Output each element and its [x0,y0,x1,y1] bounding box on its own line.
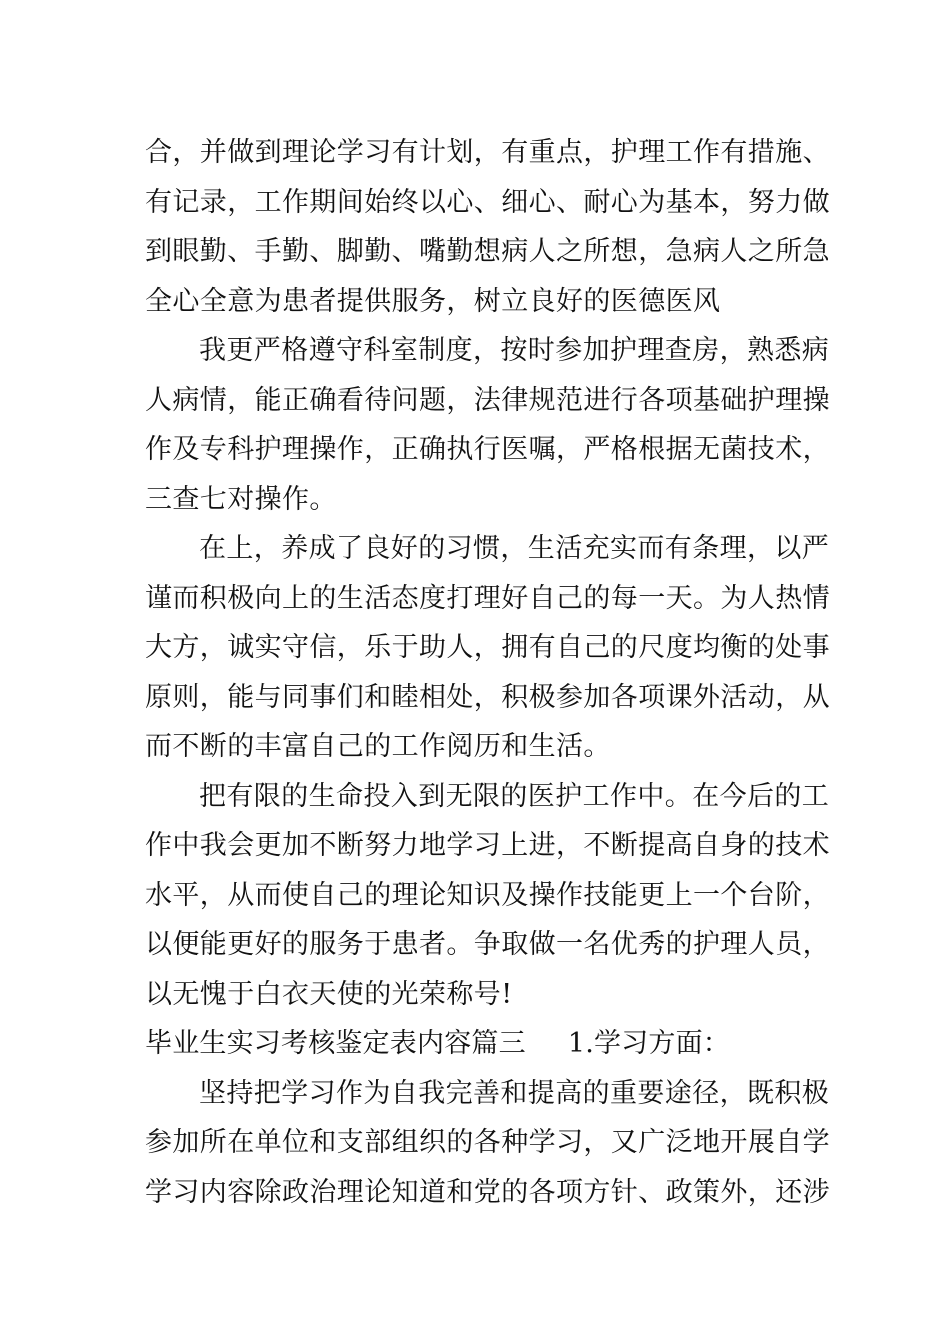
document-body [145,128,830,1217]
text-line: 人病情，能正确看待问题，法律规范进行各项基础护理操 [145,384,830,416]
section-heading [145,1019,810,1069]
text-line: 以便能更好的服务于患者。争取做一名优秀的护理人员， [145,929,830,960]
text-line: 水平，从而使自己的理论知识及操作技能更上一个台阶， [145,879,830,911]
text-line: 合，并做到理论学习有计划，有重点，护理工作有措施、 [145,137,830,168]
text-line: 到眼勤、手勤、脚勤、嘴勤想病人之所想，急病人之所急 [145,236,830,267]
section-subheading: 1.学习方面： [567,1028,730,1059]
text-line: 坚持把学习作为自我完善和提高的重要途径，既积极 [199,1077,830,1109]
paragraph-4 [145,772,830,1020]
paragraph-3 [145,524,830,772]
text-line: 三查七对操作。 [145,483,337,515]
section-title: 毕业生实习考核鉴定表内容篇三 [145,1028,526,1059]
text-line: 参加所在单位和支部组织的各种学习，又广泛地开展自学 [145,1127,830,1158]
paragraph-2 [145,326,830,524]
text-line: 我更严格遵守科室制度，按时参加护理查房，熟悉病 [199,335,830,366]
text-line: 谨而积极向上的生活态度打理好自己的每一天。为人热情 [145,582,830,614]
text-line: 原则，能与同事们和睦相处，积极参加各项课外活动，从 [145,681,830,713]
text-line: 以无愧于白衣天使的光荣称号! [145,978,513,1010]
text-line: 全心全意为患者提供服务，树立良好的医德医风 [145,285,721,317]
text-line: 学习内容除政治理论知道和党的各项方针、政策外，还涉 [145,1176,830,1208]
text-line: 大方，诚实守信，乐于助人，拥有自己的尺度均衡的处事 [145,632,830,663]
text-line: 把有限的生命投入到无限的医护工作中。在今后的工 [199,780,830,812]
text-line: 作及专科护理操作，正确执行医嘱，严格根据无菌技术， [145,434,830,465]
text-line: 作中我会更加不断努力地学习上进，不断提高自身的技术 [145,830,830,861]
paragraph-1 [145,128,830,326]
text-line: 在上，养成了良好的习惯，生活充实而有条理，以严 [199,533,830,564]
text-line: 有记录，工作期间始终以心、细心、耐心为基本，努力做 [145,186,830,218]
text-line: 而不断的丰富自己的工作阅历和生活。 [145,731,611,762]
paragraph-5 [145,1069,830,1218]
